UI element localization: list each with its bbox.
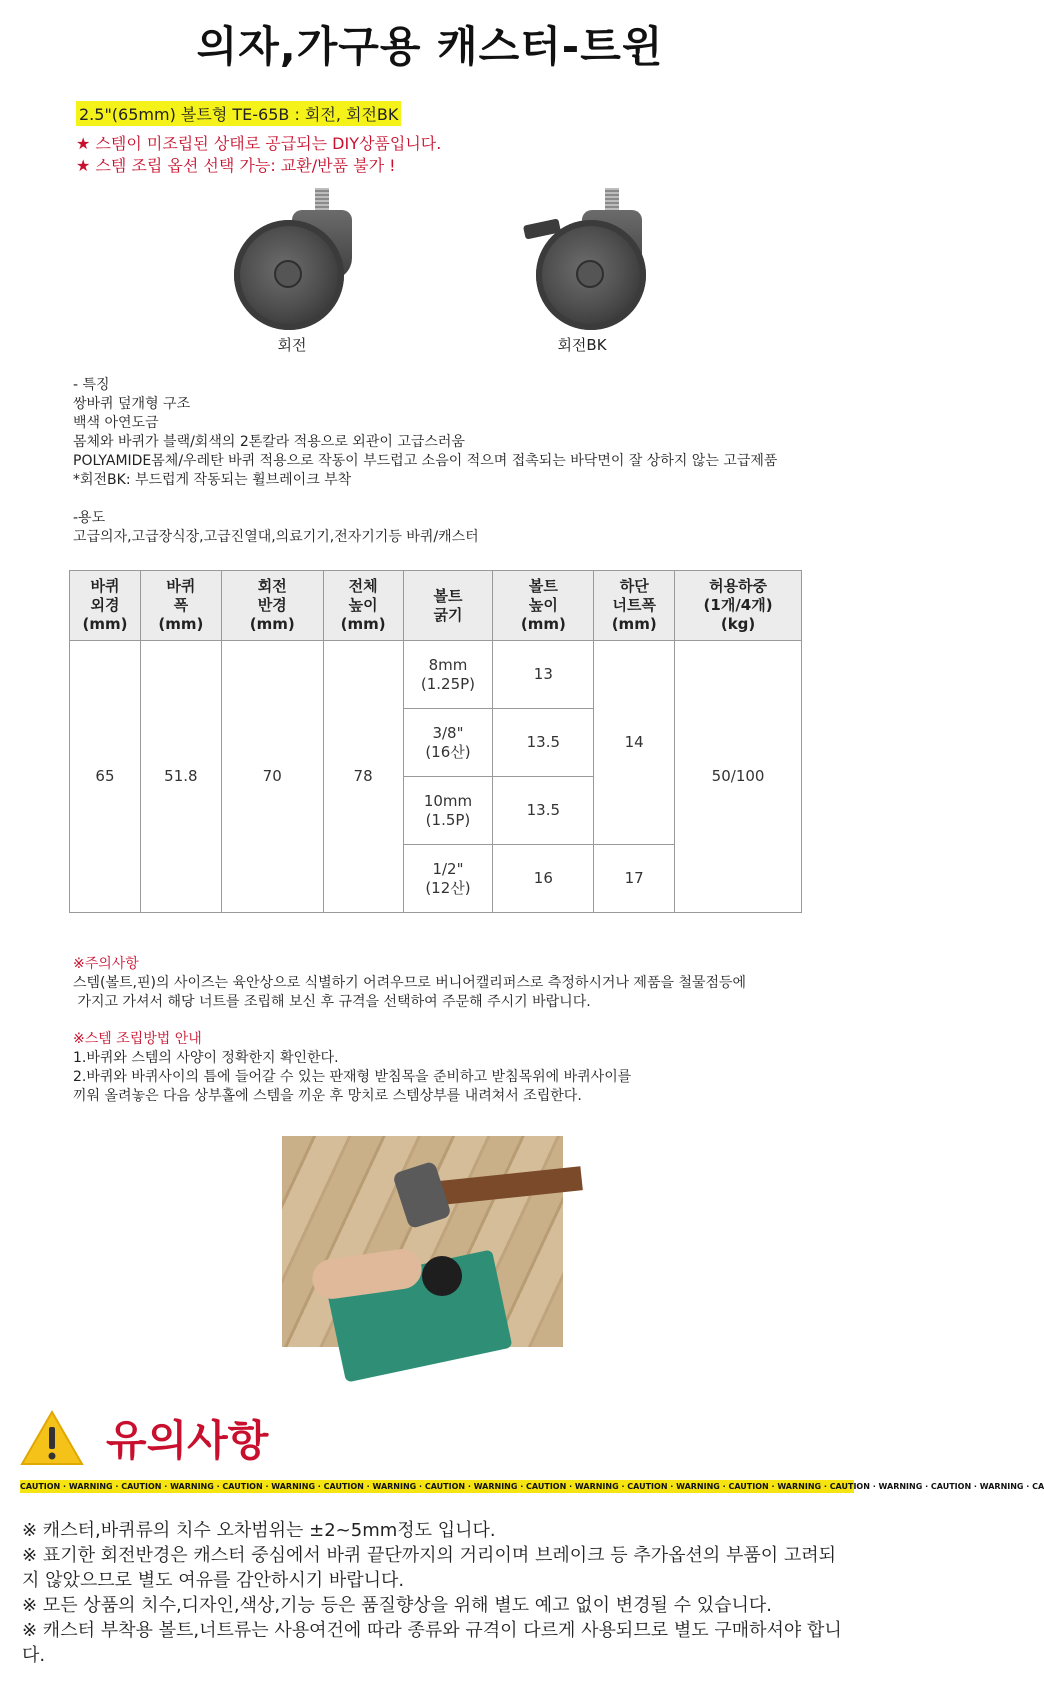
feature-line: - 특징	[73, 377, 110, 393]
col-header: 볼트 높이 (mm)	[493, 571, 594, 641]
warning-title: 유의사항	[106, 1416, 269, 1465]
feature-line: -용도	[73, 510, 106, 526]
feature-line: 백색 아연도금	[73, 415, 159, 431]
star-note: ★ 스템이 미조립된 상태로 공급되는 DIY상품입니다.	[76, 134, 442, 153]
features-list	[73, 376, 777, 547]
assembly-heading: ※스템 조립방법 안내	[73, 1031, 202, 1047]
page-title: 의자,가구용 캐스터-트윈	[196, 22, 664, 71]
caution-tape: CAUTION · WARNING · CAUTION · WARNING · CAUTION · WARNING · CAUTION · WARNING · CAUTION · WARNING · CAUTION · WARNING · CAUTION · WARNING · CAUTION · WARNING · CAUTION · WARNING · CAUTION · WARNING · CA	[20, 1482, 1044, 1491]
product-swivel	[212, 180, 372, 355]
table-header-row	[70, 571, 802, 641]
cell-nut-width: 17	[594, 845, 675, 913]
feature-line: 쌍바퀴 덮개형 구조	[73, 396, 191, 412]
feature-line: 몸체와 바퀴가 블랙/회색의 2톤칼라 적용으로 외관이 고급스러움	[73, 434, 465, 450]
assembly-line: 끼워 올려놓은 다음 상부홀에 스템을 끼운 후 망치로 스템상부를 내려쳐서 조립한다.	[73, 1088, 582, 1104]
spec-table	[69, 570, 802, 913]
product-label: 회전BK	[557, 336, 607, 354]
col-header: 볼트 굵기	[403, 571, 493, 641]
warning-triangle-icon	[20, 1409, 84, 1467]
cell-wheel-diameter: 65	[70, 641, 141, 913]
cell-total-height: 78	[323, 641, 403, 913]
feature-line: POLYAMIDE몸체/우레탄 바퀴 적용으로 작동이 부드럽고 소음이 적으며 접촉되는 바닥면이 잘 상하지 않는 고급제품	[73, 453, 778, 469]
cell-bolt-height: 13.5	[493, 709, 594, 777]
col-header: 바퀴 폭 (mm)	[140, 571, 221, 641]
cell-bolt-height: 13	[493, 641, 594, 709]
col-header: 허용하중 (1개/4개) (kg)	[675, 571, 802, 641]
col-header: 전체 높이 (mm)	[323, 571, 403, 641]
col-header: 회전 반경 (mm)	[221, 571, 323, 641]
cell-nut-width: 14	[594, 641, 675, 845]
cell-bolt: 8mm (1.25P)	[403, 641, 493, 709]
table-row	[70, 641, 802, 709]
col-header: 하단 너트폭 (mm)	[594, 571, 675, 641]
note-line: ※ 모든 상품의 치수,디자인,색상,기능 등은 품질향상을 위해 별도 예고 없이 변경될 수 있습니다.	[22, 1595, 772, 1616]
note-line: ※ 캐스터 부착용 볼트,너트류는 사용여건에 따라 종류와 규격이 다르게 사용되므로 별도 구매하셔야 합니다.	[22, 1620, 842, 1666]
caution-line: 스템(볼트,핀)의 사이즈는 육안상으로 식별하기 어려우므로 버니어캘리퍼스로 측정하시거나 제품을 철물점등에	[73, 975, 747, 991]
swivel-brake-caster-image	[502, 180, 662, 320]
caution-heading: ※주의사항	[73, 956, 139, 972]
assembly-line: 1.바퀴와 스템의 사양이 정확한지 확인한다.	[73, 1050, 339, 1066]
cell-bolt: 10mm (1.5P)	[403, 777, 493, 845]
caution-section	[73, 955, 746, 1106]
star-note: ★ 스템 조립 옵션 선택 가능: 교환/반품 불가 !	[76, 156, 396, 175]
assembly-photo	[282, 1136, 563, 1347]
cell-load: 50/100	[675, 641, 802, 913]
cell-swivel-radius: 70	[221, 641, 323, 913]
swivel-caster-image	[212, 180, 372, 320]
cell-bolt: 3/8" (16산)	[403, 709, 493, 777]
product-label: 회전	[277, 336, 307, 354]
cell-wheel-width: 51.8	[140, 641, 221, 913]
assembly-line: 2.바퀴와 바퀴사이의 틈에 들어갈 수 있는 판재형 받침목을 준비하고 받침목위에 바퀴사이를	[73, 1069, 632, 1085]
warning-notes	[22, 1518, 842, 1668]
col-header: 바퀴 외경 (mm)	[70, 571, 141, 641]
product-swivel-brake	[502, 180, 662, 355]
caution-line: 가지고 가셔서 해당 너트를 조립해 보신 후 규격을 선택하여 주문해 주시기 바랍니다.	[73, 994, 591, 1010]
star-notes	[76, 133, 441, 177]
warning-header	[20, 1408, 268, 1468]
cell-bolt-height: 16	[493, 845, 594, 913]
feature-line: *회전BK: 부드럽게 작동되는 휠브레이크 부착	[73, 472, 352, 488]
note-line: ※ 표기한 회전반경은 캐스터 중심에서 바퀴 끝단까지의 거리이며 브레이크 등 추가옵션의 부품이 고려되지 않았으므로 별도 여유를 감안하시기 바랍니다.	[22, 1545, 837, 1591]
feature-line: 고급의자,고급장식장,고급진열대,의료기기,전자기기등 바퀴/캐스터	[73, 529, 479, 545]
feature-line	[73, 490, 777, 509]
cell-bolt-height: 13.5	[493, 777, 594, 845]
note-line: ※ 캐스터,바퀴류의 치수 오차범위는 ±2~5mm정도 입니다.	[22, 1520, 496, 1541]
cell-bolt: 1/2" (12산)	[403, 845, 493, 913]
model-line: 2.5"(65mm) 볼트형 TE-65B : 회전, 회전BK	[76, 101, 401, 126]
